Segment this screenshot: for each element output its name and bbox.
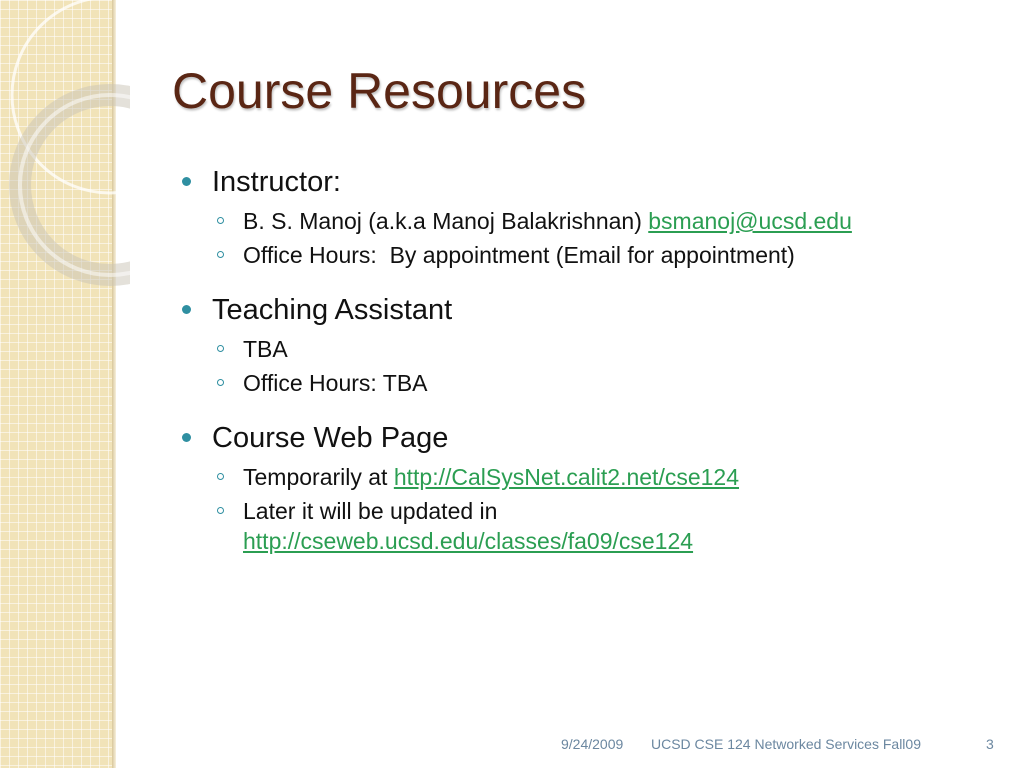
slide-content: [182, 162, 1002, 576]
sub-bullet-text: Later it will be updated in: [243, 498, 498, 524]
decorative-circles: [0, 0, 130, 300]
sub-bullet-text: Office Hours: By appointment (Email for appointment): [243, 242, 795, 268]
section-teaching-assistant: [182, 290, 1002, 398]
sub-bullet-item: [182, 334, 1002, 364]
bullet-item: [182, 162, 1002, 202]
bullet-item: [182, 418, 1002, 458]
sub-bullet-item: [182, 462, 1002, 492]
sub-bullet-text: TBA: [243, 336, 288, 362]
sub-bullet-ring-icon: [217, 217, 224, 224]
footer-course-name: UCSD CSE 124 Networked Services Fall09: [651, 736, 921, 752]
bullet-dot-icon: [182, 305, 191, 314]
sub-bullet-item: [182, 240, 1002, 270]
bullet-heading: Course Web Page: [212, 422, 449, 454]
bullet-dot-icon: [182, 433, 191, 442]
sub-bullet-text: Office Hours: TBA: [243, 370, 428, 396]
temporary-course-url-link[interactable]: http://CalSysNet.calit2.net/cse124: [393, 464, 740, 490]
future-course-url-link[interactable]: http://cseweb.ucsd.edu/classes/fa09/cse124: [243, 528, 694, 554]
footer-date: 9/24/2009: [561, 736, 624, 752]
slide-footer: [0, 736, 1024, 756]
sub-bullet-ring-icon: [217, 379, 224, 386]
bullet-heading: Teaching Assistant: [212, 294, 453, 326]
sub-bullet-item: [182, 368, 1002, 398]
sub-bullet-ring-icon: [217, 473, 224, 480]
slide-title: Course Resources: [172, 63, 587, 119]
sub-bullet-text: B. S. Manoj (a.k.a Manoj Balakrishnan): [243, 208, 649, 234]
sub-bullet-text: Temporarily at: [243, 464, 394, 490]
instructor-email-link[interactable]: bsmanoj@ucsd.edu: [648, 208, 852, 234]
sub-bullet-ring-icon: [217, 507, 224, 514]
bullet-dot-icon: [182, 177, 191, 186]
sub-bullet-item: [182, 206, 1002, 236]
bullet-item: [182, 290, 1002, 330]
sub-bullet-ring-icon: [217, 345, 224, 352]
bullet-heading: Instructor:: [212, 166, 341, 198]
sub-bullet-ring-icon: [217, 251, 224, 258]
section-instructor: [182, 162, 1002, 270]
section-course-web-page: [182, 418, 1002, 556]
sub-bullet-item: [182, 496, 1002, 556]
footer-page-number: 3: [986, 736, 994, 752]
